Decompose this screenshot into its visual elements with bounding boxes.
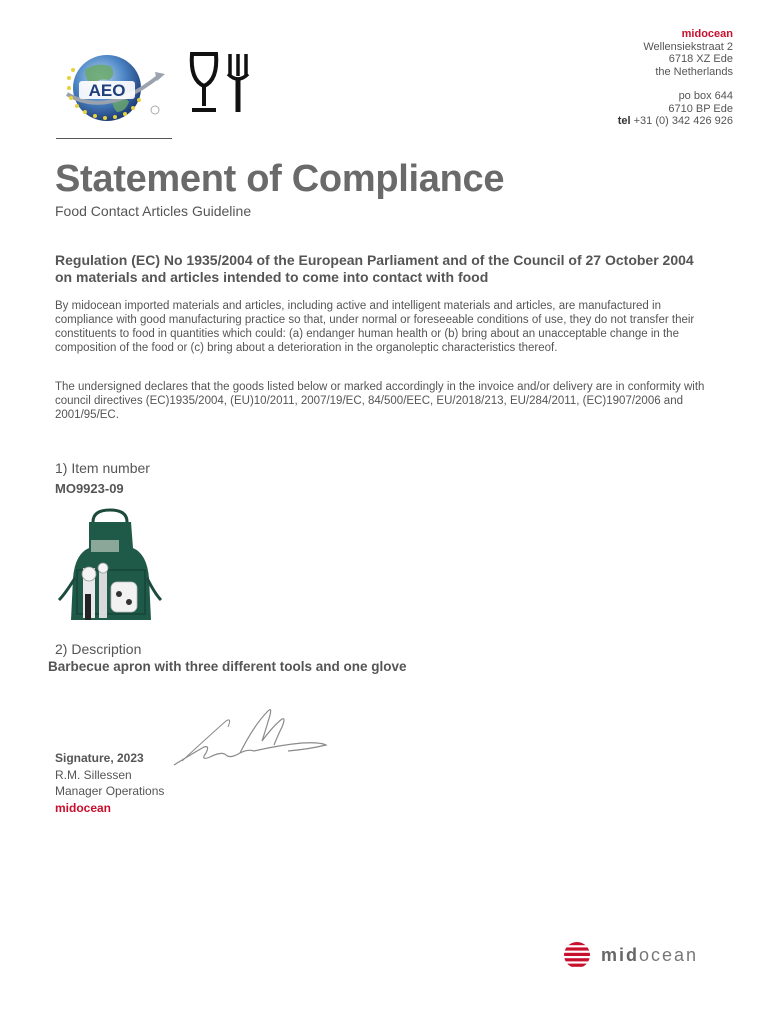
handwritten-signature bbox=[170, 705, 330, 780]
tel-value: +31 (0) 342 426 926 bbox=[633, 115, 733, 127]
po-zip-city: 6710 BP Ede bbox=[668, 102, 733, 115]
company-address bbox=[618, 28, 733, 128]
signatory-name: R.M. Sillessen bbox=[55, 767, 132, 782]
declaration-paragraph: The undersigned declares that the goods listed below or marked accordingly in the invoice and/or delivery are in conformity with council directives (EC)1935/2004, (EU)10/2011, 2007/19/EC, 84/500/EEC, EU/2018/213, EU/284/2011, (EC)1907/2006 and 2001/95/EC. bbox=[55, 381, 705, 421]
address-street: Wellensiekstraat 2 bbox=[643, 40, 733, 53]
page-subtitle: Food Contact Articles Guideline bbox=[55, 203, 252, 219]
page-title: Statement of Compliance bbox=[55, 158, 505, 200]
signature-label: Signature, 2023 bbox=[55, 751, 144, 765]
logo-divider bbox=[56, 138, 172, 139]
description-label: 2) Description bbox=[55, 641, 142, 657]
signature-block bbox=[55, 750, 164, 816]
address-country: the Netherlands bbox=[655, 65, 733, 78]
compliance-paragraph: By midocean imported materials and articles, including active and intelligent materials and articles, are manufactured in compliance with good manufacturing practice so that, under normal or foreseeable conditions of use, they do not transfer their constituents to food in quantities which could: (a) endanger human health or (b) bring about an unacceptable change in the composition of the food or (c) bring about a deterioration in the organoleptic characteristics thereof. bbox=[55, 300, 695, 354]
address-zip-city: 6718 XZ Ede bbox=[668, 53, 733, 65]
footer-brand-ocean: ocean bbox=[639, 944, 699, 965]
telephone bbox=[618, 115, 733, 128]
product-image bbox=[55, 508, 165, 633]
company-name: midocean bbox=[681, 28, 733, 40]
item-number-value: MO9923-09 bbox=[55, 481, 124, 496]
description-value: Barbecue apron with three different tools and one glove bbox=[48, 659, 407, 674]
glass-fork-icon bbox=[186, 50, 260, 121]
signatory-role: Manager Operations bbox=[55, 784, 165, 798]
po-box: po box 644 bbox=[678, 90, 733, 102]
footer-wordmark bbox=[601, 945, 698, 966]
tel-label: tel bbox=[617, 115, 631, 127]
item-number-label: 1) Item number bbox=[55, 460, 150, 476]
aeo-logo bbox=[55, 48, 175, 131]
midocean-mark-icon bbox=[562, 940, 592, 970]
footer-brand-mid: mid bbox=[601, 944, 640, 965]
aeo-logo-text: AEO bbox=[88, 81, 126, 100]
footer-logo bbox=[562, 940, 698, 970]
regulation-heading: Regulation (EC) No 1935/2004 of the European Parliament and of the Council of 27 October 2004 on materials and articles intended to come into contact with food bbox=[55, 252, 694, 285]
signatory-company: midocean bbox=[55, 800, 112, 815]
